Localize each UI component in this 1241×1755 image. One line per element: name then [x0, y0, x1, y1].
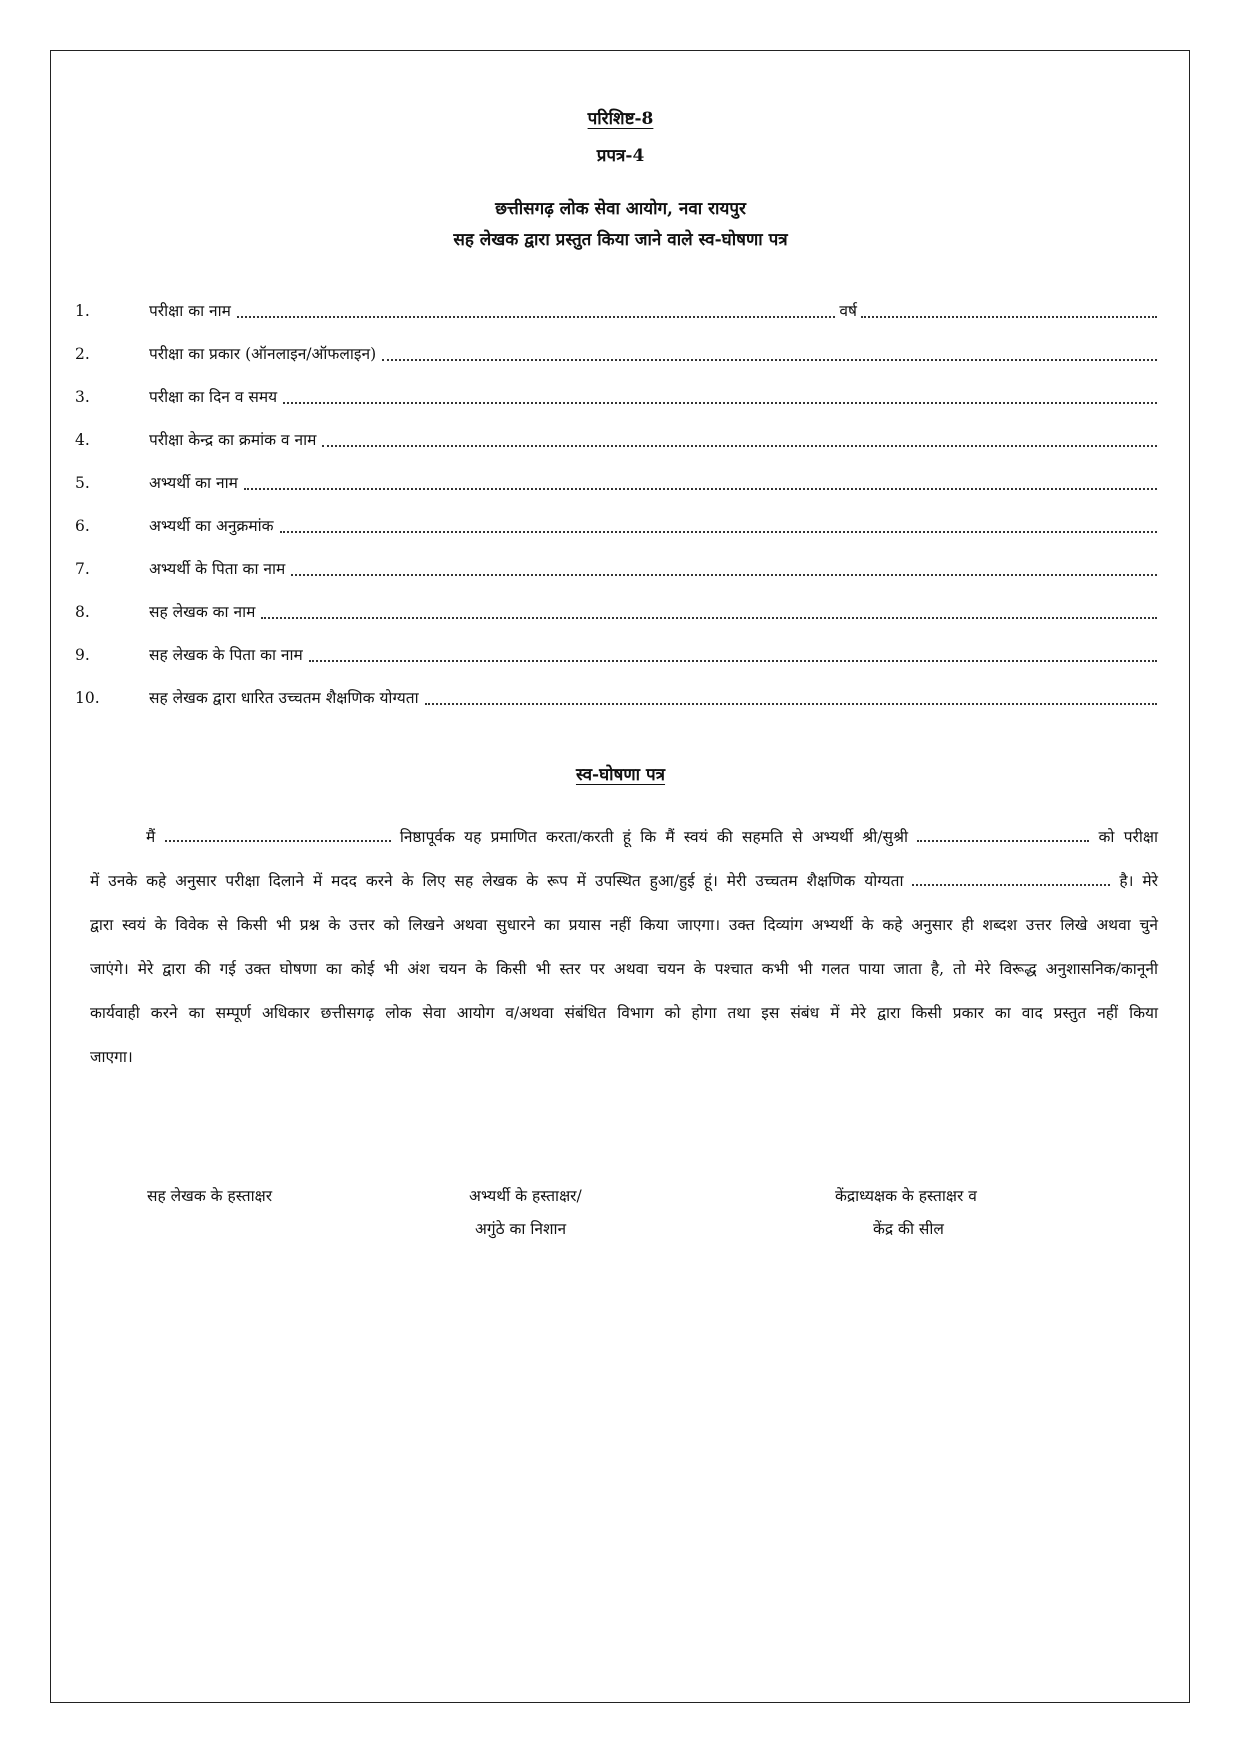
field-number: 7. — [75, 560, 90, 578]
field-label: परीक्षा का नाम — [149, 302, 231, 320]
coauthor-father-name-blank[interactable] — [309, 644, 1157, 662]
field-label: सह लेखक के पिता का नाम — [149, 646, 303, 664]
coauthor-qualification-blank[interactable] — [425, 687, 1157, 705]
field-number: 2. — [75, 345, 90, 363]
declaration-line: कार्यवाही करने का सम्पूर्ण अधिकार छत्तीसगढ़ लोक सेवा आयोग व/अथवा संबंधित विभाग को होगा तथा इस संबंध में मेरे द्वारा किसी प्रकार का वाद प्रस्तुत नहीं किया — [90, 1004, 1158, 1022]
field-number: 3. — [75, 388, 90, 406]
declaration-line — [146, 826, 1158, 848]
field-year-label: वर्ष — [839, 302, 857, 320]
field-number: 10. — [75, 689, 100, 707]
field-label: परीक्षा का प्रकार (ऑनलाइन/ऑफलाइन) — [149, 345, 377, 363]
declaration-title-text: स्व-घोषणा पत्र — [575, 765, 666, 785]
field-number: 8. — [75, 603, 90, 621]
centre-seal-label: केंद्र की सील — [873, 1220, 944, 1238]
form-number: प्रपत्र-4 — [596, 146, 645, 166]
field-coauthor-name — [75, 601, 1157, 625]
field-coauthor-father-name — [75, 644, 1157, 668]
declarant-name-blank[interactable] — [165, 826, 391, 842]
field-exam-date-time — [75, 386, 1157, 410]
exam-year-blank[interactable] — [861, 300, 1157, 318]
superintendent-signature-label: केंद्राध्यक्षक के हस्ताक्षर व — [835, 1187, 977, 1205]
declaration-text: है। मेरे — [1119, 872, 1158, 890]
exam-name-blank[interactable] — [237, 300, 835, 318]
field-number: 1. — [75, 302, 90, 320]
declaration-text: में उनके कहे अनुसार परीक्षा दिलाने में मदद करने के लिए सह लेखक के रूप में उपस्थित हुआ/हुई हूं। मेरी उच्चतम शैक्षणिक योग्यता — [90, 872, 904, 890]
field-exam-name — [75, 300, 1157, 324]
coauthor-signature-label: सह लेखक के हस्ताक्षर — [147, 1187, 273, 1205]
declaration-line — [90, 870, 1158, 892]
candidate-name-blank[interactable] — [244, 472, 1157, 490]
field-number: 4. — [75, 431, 90, 449]
exam-type-blank[interactable] — [382, 343, 1157, 361]
field-label: अभ्यर्थी का नाम — [149, 474, 238, 492]
field-exam-centre — [75, 429, 1157, 453]
candidate-name-inline-blank[interactable] — [917, 826, 1089, 842]
field-label: परीक्षा केन्द्र का क्रमांक व नाम — [149, 431, 317, 449]
candidate-roll-number-blank[interactable] — [280, 515, 1157, 533]
candidate-father-name-blank[interactable] — [291, 558, 1157, 576]
field-number: 9. — [75, 646, 90, 664]
coauthor-name-blank[interactable] — [261, 601, 1157, 619]
form-title: सह लेखक द्वारा प्रस्तुत किया जाने वाले स्व-घोषणा पत्र — [453, 230, 788, 250]
declaration-line: जाएंगे। मेरे द्वारा की गई उक्त घोषणा का कोई भी अंश चयन के किसी भी स्तर पर अथवा चयन के पश्चात कभी भी गलत पाया जाता है, तो मेरे विरूद्ध अनुशासनिक/कानूनी — [90, 960, 1158, 978]
declaration-text: मैं — [146, 828, 156, 846]
field-candidate-roll-number — [75, 515, 1157, 539]
candidate-signature-label: अभ्यर्थी के हस्ताक्षर/ — [469, 1187, 582, 1205]
field-label: अभ्यर्थी का अनुक्रमांक — [149, 517, 274, 535]
declaration-line: जाएगा। — [90, 1048, 133, 1066]
field-candidate-name — [75, 472, 1157, 496]
field-label: अभ्यर्थी के पिता का नाम — [149, 560, 286, 578]
exam-date-time-blank[interactable] — [283, 386, 1157, 404]
declaration-line: द्वारा स्वयं के विवेक से किसी भी प्रश्न के उत्तर को लिखने अथवा सुधारने का प्रयास नहीं किया जाएगा। उक्त दिव्यांग अभ्यर्थी के कहे अनुसार ही शब्दश उत्तर लिखे अथवा चुने — [90, 916, 1158, 934]
declaration-text: को परीक्षा — [1098, 828, 1158, 846]
field-label: सह लेखक द्वारा धारित उच्चतम शैक्षणिक योग्यता — [149, 689, 419, 707]
field-label: परीक्षा का दिन व समय — [149, 388, 278, 406]
candidate-thumbprint-label: अगुंठे का निशान — [475, 1220, 567, 1238]
field-coauthor-qualification — [75, 687, 1157, 711]
field-candidate-father-name — [75, 558, 1157, 582]
appendix-label: परिशिष्ट-8 — [587, 109, 654, 129]
field-number: 5. — [75, 474, 90, 492]
qualification-inline-blank[interactable] — [912, 870, 1110, 886]
field-exam-type — [75, 343, 1157, 367]
field-number: 6. — [75, 517, 90, 535]
exam-centre-blank[interactable] — [322, 429, 1157, 447]
declaration-text: निष्ठापूर्वक यह प्रमाणित करता/करती हूं कि मैं स्वयं की सहमति से अभ्यर्थी श्री/सुश्री — [399, 828, 908, 846]
declaration-title — [0, 764, 1241, 786]
appendix-heading — [0, 108, 1241, 130]
commission-name: छत्तीसगढ़ लोक सेवा आयोग, नवा रायपुर — [495, 199, 746, 219]
field-label: सह लेखक का नाम — [149, 603, 256, 621]
